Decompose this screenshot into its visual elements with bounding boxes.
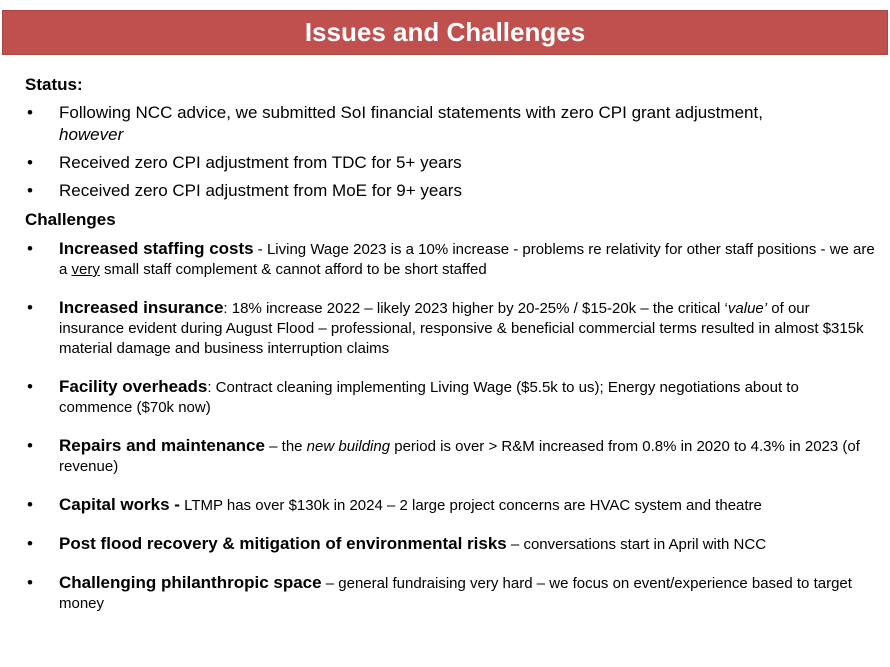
challenges-heading: Challenges — [25, 210, 116, 229]
challenge-flood — [25, 534, 875, 555]
page-title: Issues and Challenges — [304, 17, 586, 47]
challenge-capital-lead: Capital works - — [59, 495, 180, 514]
challenge-flood-text: – conversations start in April with NCC — [506, 536, 767, 553]
status-item-1-text: Following NCC advice, we submitted SoI financial statements with zero CPI grant adjustment, — [59, 103, 763, 122]
bullet: • — [27, 153, 33, 172]
title-banner — [2, 10, 888, 55]
bullet: • — [27, 495, 33, 514]
challenge-philanthropic — [25, 573, 875, 614]
bullet: • — [27, 377, 33, 396]
bullet: • — [27, 181, 33, 200]
challenge-staffing-text-2: small staff complement & cannot afford to be short staffed — [99, 261, 487, 278]
challenge-philanthropic-text: – general fundraising very hard – we focus on event/experience based to target money — [59, 575, 852, 612]
bullet: • — [27, 298, 33, 317]
bullet: • — [27, 103, 33, 122]
status-item-3 — [25, 180, 875, 202]
challenge-staffing — [25, 239, 875, 280]
challenge-repairs-italic: new building — [306, 438, 391, 455]
challenge-staffing-underlined: very — [71, 261, 100, 278]
challenge-repairs — [25, 436, 875, 477]
status-item-2 — [25, 152, 875, 174]
challenge-insurance-text-2: of our insurance evident during August Flood – professional, responsive & beneficial commercial terms resulted in almost $315k material damage and business interruption claims — [59, 300, 864, 357]
slide-content — [25, 74, 875, 614]
status-heading: Status: — [25, 75, 83, 94]
status-item-1-italic: however — [59, 125, 124, 144]
challenge-staffing-lead: Increased staffing costs — [59, 239, 254, 258]
challenge-flood-lead: Post flood recovery & mitigation of environmental risks — [59, 534, 507, 553]
challenge-staffing-text: - Living Wage 2023 is a 10% increase - problems re relativity for other staff positions - we are a — [59, 241, 875, 278]
bullet: • — [27, 534, 33, 553]
challenge-facility-lead: Facility overheads — [59, 377, 208, 396]
challenge-philanthropic-lead: Challenging philanthropic space — [59, 573, 322, 592]
challenge-facility-text: : Contract cleaning implementing Living Wage ($5.5k to us); Energy negotiations about to commence ($70k now) — [59, 379, 799, 416]
bullet: • — [27, 239, 33, 258]
bullet: • — [27, 436, 33, 455]
challenge-repairs-text: – the — [264, 438, 307, 455]
bullet: • — [27, 573, 33, 592]
challenge-repairs-lead: Repairs and maintenance — [59, 436, 265, 455]
challenge-capital-text: LTMP has over $130k in 2024 – 2 large project concerns are HVAC system and theatre — [179, 497, 762, 514]
status-item-1 — [25, 102, 875, 146]
challenge-insurance — [25, 298, 875, 359]
challenge-facility — [25, 377, 875, 418]
status-item-3-text: Received zero CPI adjustment from MoE for 9+ years — [59, 181, 462, 200]
challenge-repairs-text-2: period is over > R&M increased from 0.8% in 2020 to 4.3% in 2023 (of revenue) — [59, 438, 860, 475]
challenge-insurance-text: : 18% increase 2022 – likely 2023 higher by 20-25% / $15-20k – the critical ‘ — [223, 300, 728, 317]
challenge-insurance-italic: value’ — [727, 300, 768, 317]
status-item-2-text: Received zero CPI adjustment from TDC for 5+ years — [59, 153, 462, 172]
challenge-capital — [25, 495, 875, 516]
challenge-insurance-lead: Increased insurance — [59, 298, 224, 317]
